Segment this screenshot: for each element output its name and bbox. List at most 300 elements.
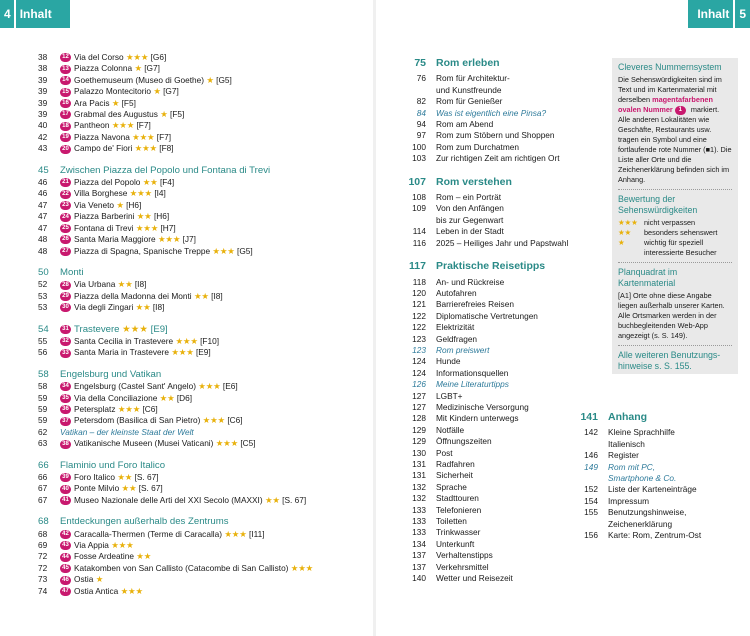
- page-number: 155: [584, 507, 598, 518]
- entry-title: Liste der Karteneinträge: [608, 484, 697, 495]
- sight-number-badge: 36: [60, 405, 71, 414]
- entry-title: Piazza Navona: [74, 131, 130, 142]
- entry-title: Via Appia: [74, 540, 109, 551]
- entry-title: Karte: Rom, Zentrum-Ost: [608, 530, 702, 541]
- map-grid-ref: [H6]: [153, 211, 170, 222]
- toc-entry: [38, 86, 368, 97]
- page-number: 123: [412, 333, 426, 344]
- star-rating: ★: [153, 86, 161, 97]
- toc-entry: [38, 302, 368, 313]
- toc-entry: [558, 427, 728, 438]
- sidebox-title-grid: Planquadrat im Kartenmaterial: [618, 267, 678, 288]
- sidebox-title-more: Alle weiteren Benutzungs-hinweise s. S. 155.: [618, 350, 721, 371]
- entry-text: [60, 427, 194, 438]
- toc-entry: [386, 402, 576, 413]
- toc-entry: [38, 483, 368, 494]
- star-rating: ★★★: [135, 222, 159, 233]
- toc-entry: [558, 496, 728, 507]
- entry-title: Barrierefreies Reisen: [436, 299, 514, 310]
- entry-text: [60, 551, 151, 562]
- entry-text: [60, 132, 171, 143]
- page-number: 132: [412, 481, 426, 492]
- star-rating: ★★★: [125, 52, 149, 62]
- header-divider: [733, 0, 735, 28]
- entry-text: [60, 347, 211, 358]
- section-title: Anhang: [608, 411, 648, 423]
- toc-entry: [38, 246, 368, 257]
- star-rating: ★★★: [202, 415, 225, 426]
- toc-entry: [386, 470, 576, 481]
- entry-title: Sicherheit: [436, 470, 473, 481]
- entry-title: Leben in der Stadt: [436, 226, 504, 237]
- star-rating: ★: [134, 63, 142, 74]
- entry-title: Autofahren: [436, 287, 477, 298]
- legend-text: nicht verpassen: [644, 218, 696, 227]
- toc-entry: [386, 539, 576, 550]
- map-grid-ref: [I8]: [211, 290, 223, 301]
- sight-number-badge: 1: [675, 106, 686, 115]
- page-number: 133: [412, 527, 426, 538]
- sight-number-badge: 15: [60, 88, 71, 97]
- page-number: 132: [412, 493, 426, 504]
- page-number: 108: [412, 192, 426, 203]
- entry-text: [60, 438, 256, 449]
- page-number: 118: [412, 276, 426, 287]
- entry-title: Benutzungshinweise,: [608, 507, 687, 518]
- star-rating: ★★: [618, 228, 632, 237]
- page-number: 103: [412, 153, 426, 164]
- toc-entry: [386, 493, 576, 504]
- page-number: 122: [412, 310, 426, 321]
- entry-text: [60, 188, 166, 199]
- section-page-number: 68: [38, 516, 49, 528]
- entry-title: Geldfragen: [436, 333, 478, 344]
- toc-entry: [386, 203, 576, 214]
- entry-text: [60, 86, 179, 97]
- page-number: 73: [38, 574, 48, 585]
- section-page-number: 54: [38, 323, 49, 335]
- sight-number-badge: 18: [60, 122, 71, 131]
- entry-title: Via degli Zingari: [74, 302, 134, 313]
- entry-text: [60, 563, 313, 574]
- divider: [618, 258, 732, 263]
- entry-title: Grabmal des Augustus: [74, 109, 158, 120]
- page-number: 63: [38, 438, 48, 449]
- section-title: Engelsburg und Vatikan: [60, 368, 162, 380]
- map-grid-ref: [F8]: [159, 143, 174, 154]
- toc-entry: [386, 505, 576, 516]
- page-number: 97: [416, 130, 426, 141]
- header-divider: [14, 0, 16, 28]
- star-rating: ★★: [193, 290, 209, 301]
- map-grid-ref: [E9]: [150, 323, 168, 335]
- page-number-right: 5: [739, 7, 746, 21]
- sight-number-badge: 43: [60, 541, 71, 550]
- toc-entry: [386, 119, 576, 130]
- page-number: 94: [416, 119, 426, 130]
- entry-title: Verhaltenstipps: [436, 550, 493, 561]
- section-page-number: 117: [409, 260, 426, 273]
- page-number: 114: [412, 226, 426, 237]
- toc-column-middle: [386, 52, 576, 584]
- page-number: 131: [412, 459, 426, 469]
- section-heading: [38, 369, 368, 380]
- page-number: 140: [412, 573, 426, 584]
- page-gutter: [373, 0, 376, 636]
- toc-entry: [386, 288, 576, 299]
- toc-entry: [558, 439, 728, 450]
- section-heading: [386, 177, 576, 188]
- toc-entry: [558, 484, 728, 495]
- map-grid-ref: [C6]: [142, 403, 158, 414]
- entry-title: Sprache: [436, 481, 467, 492]
- toc-entry: [38, 200, 368, 211]
- entry-title: Piazza della Madonna dei Monti: [74, 290, 192, 301]
- toc-entry: [38, 472, 368, 483]
- star-rating: ★★★: [157, 234, 181, 245]
- star-rating: ★★★: [117, 403, 141, 414]
- entry-text: [60, 109, 184, 120]
- page-number: 133: [412, 504, 426, 515]
- entry-text: [60, 246, 253, 257]
- sight-number-badge: 27: [60, 247, 71, 256]
- page-number: [386, 85, 436, 96]
- sight-number-badge: 23: [60, 201, 71, 210]
- entry-text: [60, 98, 136, 109]
- section-page-number: 75: [414, 57, 426, 69]
- entry-title: Smartphone & Co.: [608, 473, 677, 484]
- star-rating: ★★: [159, 392, 175, 403]
- page-number: 82: [416, 96, 426, 107]
- toc-entry: [386, 379, 576, 390]
- page-number: 146: [584, 450, 598, 461]
- page-number: 126: [412, 379, 426, 390]
- map-grid-ref: [H6]: [126, 199, 142, 210]
- sidebox-title-rating: Bewertung der Sehenswürdigkeiten: [618, 194, 698, 215]
- map-grid-ref: [G7]: [163, 86, 179, 97]
- toc-entry: [38, 109, 368, 120]
- page-number: 39: [38, 97, 48, 108]
- page-number: 66: [38, 472, 48, 482]
- page-number: 67: [38, 483, 48, 494]
- star-rating: ★★: [135, 302, 151, 313]
- toc-entry: [386, 356, 576, 367]
- entry-text: [60, 143, 174, 154]
- page-number: 52: [38, 279, 48, 290]
- star-rating: ★: [206, 74, 214, 85]
- entry-title: Via della Conciliazione: [74, 392, 158, 403]
- section-page-number: 141: [580, 411, 598, 423]
- entry-title: Ostia: [74, 574, 94, 585]
- entry-title: Meine Literaturtipps: [436, 379, 509, 390]
- header-title-right: Inhalt: [697, 7, 730, 21]
- toc-entry: [386, 73, 576, 84]
- star-rating: ★: [116, 199, 124, 210]
- sidebox-text-c: markiert. Alle anderen Lokalitäten wie Geschäfte, Restaurants usw. tragen ein Symbol und eine fortlaufende rote Nummer (■1). Die Liste aller Orte und die Zeichenerklärung befinden sich im Anhang.: [618, 105, 732, 184]
- page-number: 84: [416, 107, 426, 118]
- page-number: 38: [38, 52, 48, 62]
- sidebox-text-a: Die Sehenswürdigkeiten sind im Text und im Kartenmaterial mit derselben: [618, 75, 722, 104]
- entry-text: [60, 381, 238, 392]
- sight-number-badge: 19: [60, 133, 71, 142]
- map-grid-ref: [J7]: [182, 234, 196, 245]
- entry-title: Rom mit PC,: [608, 461, 656, 472]
- toc-entry: [386, 96, 576, 107]
- toc-entry: [386, 334, 576, 345]
- entry-text: [60, 234, 196, 245]
- toc-entry: [386, 311, 576, 322]
- page-number: 59: [38, 392, 48, 403]
- toc-entry: [386, 368, 576, 379]
- toc-entry: [38, 347, 368, 358]
- entry-title: An- und Rückreise: [436, 276, 505, 287]
- page-number: [558, 439, 608, 450]
- entry-title: Impressum: [608, 495, 650, 506]
- entry-title: Santa Maria in Trastevere: [74, 347, 169, 358]
- toc-entry: [386, 85, 576, 96]
- map-grid-ref: [S. 67]: [134, 472, 159, 482]
- star-rating: ★★: [117, 472, 133, 482]
- legend-text: besonders sehenswert: [644, 228, 718, 237]
- entry-title: Ponte Milvio: [74, 483, 120, 494]
- page-number: 137: [412, 561, 426, 572]
- toc-entry: [38, 381, 368, 392]
- page-number: 120: [412, 287, 426, 298]
- star-rating: ★★★: [171, 347, 194, 358]
- page-number: 53: [38, 302, 48, 313]
- toc-entry: [386, 215, 576, 226]
- sight-number-badge: 25: [60, 224, 71, 233]
- toc-entry: [38, 98, 368, 109]
- sight-number-badge: 46: [60, 576, 71, 585]
- toc-entry: [386, 436, 576, 447]
- entry-title: Rom zum Durchatmen: [436, 141, 519, 152]
- toc-entry: [558, 450, 728, 461]
- entry-title: Elektrizität: [436, 322, 475, 333]
- entry-title: Notfälle: [436, 424, 465, 435]
- sight-number-badge: 29: [60, 292, 71, 301]
- entry-title: LGBT+: [436, 390, 463, 401]
- toc-entry: [38, 586, 368, 597]
- entry-text: [60, 177, 174, 188]
- toc-entry: [386, 482, 576, 493]
- entry-title: Vatikanische Museen (Musei Vaticani): [74, 438, 214, 449]
- star-rating: ★★★: [120, 585, 143, 596]
- toc-entry: [38, 551, 368, 562]
- page-number: 109: [412, 203, 426, 214]
- entry-title: Kleine Sprachhilfe: [608, 427, 675, 438]
- star-rating: ★★★: [129, 188, 152, 199]
- section-heading: [38, 267, 368, 278]
- toc-entry: [38, 336, 368, 347]
- page-number: 154: [584, 495, 598, 506]
- sidebox-text-magenta: magentafarbenen ovalen Nummer: [618, 95, 713, 114]
- toc-entry: [38, 223, 368, 234]
- toc-entry: [38, 438, 368, 449]
- entry-text: [60, 529, 265, 540]
- sight-number-badge: 35: [60, 394, 71, 403]
- entry-title: bis zur Gegenwart: [436, 214, 504, 225]
- map-grid-ref: [C5]: [240, 438, 256, 449]
- entry-title: Santa Maria Maggiore: [74, 234, 156, 245]
- star-rating: ★★★: [134, 143, 157, 154]
- entry-text: [60, 291, 223, 302]
- entry-title: Zur richtigen Zeit am richtigen Ort: [436, 153, 560, 164]
- entry-text: [60, 483, 163, 494]
- entry-title: Pantheon: [74, 120, 110, 131]
- map-grid-ref: [I8]: [134, 279, 147, 290]
- entry-text: [60, 540, 134, 551]
- toc-column-left: [38, 52, 368, 597]
- toc-entry: [38, 211, 368, 222]
- page-number: 47: [38, 199, 48, 210]
- sight-number-badge: 37: [60, 417, 71, 426]
- sight-number-badge: 21: [60, 178, 71, 187]
- map-grid-ref: [S. 67]: [138, 483, 163, 494]
- star-rating: ★★: [136, 211, 152, 222]
- entry-text: [60, 63, 160, 74]
- section-title: Trastevere: [74, 323, 120, 335]
- entry-title: Engelsburg (Castel Sant' Angelo): [74, 381, 196, 392]
- map-grid-ref: [I4]: [154, 188, 166, 199]
- page-number: 156: [584, 530, 598, 541]
- toc-entry: [386, 516, 576, 527]
- map-grid-ref: [F5]: [121, 97, 136, 108]
- entry-title: Ostia Antica: [74, 585, 119, 596]
- toc-entry: [38, 415, 368, 426]
- section-page-number: 66: [38, 459, 49, 471]
- toc-entry: [558, 530, 728, 541]
- sight-number-badge: 47: [60, 587, 71, 596]
- sight-number-badge: 20: [60, 145, 71, 154]
- section-title: Flaminio und Foro Italico: [60, 459, 166, 471]
- sight-number-badge: 22: [60, 190, 71, 199]
- toc-entry: [558, 462, 728, 473]
- sight-number-badge: 34: [60, 382, 71, 391]
- entry-title: und Kunstfreunde: [436, 84, 502, 95]
- page-number: 128: [412, 413, 426, 424]
- entry-text: [60, 336, 219, 347]
- entry-title: Radfahren: [436, 459, 475, 469]
- entry-title: Stadttouren: [436, 493, 479, 504]
- entry-title: Via Veneto: [74, 199, 114, 210]
- sight-number-badge: 42: [60, 530, 71, 539]
- entry-title: Katakomben von San Callisto (Catacombe di San Callisto): [74, 562, 289, 573]
- toc-entry: [386, 153, 576, 164]
- page-number: 127: [412, 390, 426, 401]
- section-title: Rom verstehen: [436, 175, 512, 188]
- toc-entry: [38, 404, 368, 415]
- star-rating: ★★: [264, 494, 280, 505]
- page-number: 48: [38, 245, 48, 256]
- page-number: 68: [38, 528, 48, 539]
- star-rating: ★: [111, 97, 120, 108]
- toc-entry: [386, 391, 576, 402]
- entry-title: Diplomatische Vertretungen: [436, 310, 538, 321]
- section-heading: [386, 261, 576, 272]
- page-number-left: 4: [4, 7, 11, 21]
- toc-entry: [38, 540, 368, 551]
- sight-number-badge: 31: [60, 325, 71, 334]
- page-number: 74: [38, 585, 48, 596]
- map-grid-ref: [F7]: [156, 131, 172, 142]
- sight-number-badge: 14: [60, 76, 71, 85]
- toc-entry: [386, 142, 576, 153]
- map-grid-ref: [E6]: [222, 381, 238, 392]
- entry-title: Piazza Barberini: [74, 211, 135, 222]
- star-rating: ★★★: [111, 540, 134, 551]
- toc-entry: [386, 562, 576, 573]
- entry-title: Post: [436, 447, 453, 458]
- sight-number-badge: 24: [60, 213, 71, 222]
- entry-text: [60, 574, 103, 585]
- page-number: 121: [412, 299, 426, 310]
- section-page-number: 45: [38, 164, 49, 176]
- entry-title: Informationsquellen: [436, 367, 509, 378]
- sight-number-badge: 16: [60, 99, 71, 108]
- page-number: 124: [412, 367, 426, 378]
- page-number: 137: [412, 550, 426, 561]
- entry-title: Palazzo Montecitorio: [74, 86, 152, 97]
- star-rating: ★★★: [618, 218, 638, 227]
- entry-title: Via del Corso: [74, 52, 124, 62]
- toc-entry: [38, 563, 368, 574]
- entry-title: Register: [608, 450, 639, 461]
- star-rating: ★★★: [290, 562, 314, 573]
- header-title-left: Inhalt: [19, 7, 52, 21]
- toc-entry: [38, 63, 368, 74]
- star-rating: ★★: [136, 551, 152, 562]
- map-grid-ref: [F4]: [159, 177, 175, 188]
- entry-title: Santa Cecilia in Trastevere: [74, 335, 174, 346]
- page-number: [558, 473, 608, 484]
- entry-title: 2025 – Heiliges Jahr und Papstwahl: [436, 237, 569, 248]
- toc-entry: [38, 291, 368, 302]
- entry-title: Hunde: [436, 356, 461, 367]
- page-number: 116: [412, 237, 426, 248]
- map-grid-ref: [G7]: [144, 63, 160, 74]
- entry-title: Italienisch: [608, 438, 645, 449]
- page-number: 69: [38, 540, 48, 551]
- entry-title: Verkehrsmittel: [436, 561, 489, 572]
- section-heading: [386, 58, 576, 69]
- section-page-number: 107: [408, 175, 426, 188]
- page-number: 129: [412, 436, 426, 447]
- page-number: 129: [412, 424, 426, 435]
- map-grid-ref: [S. 67]: [282, 494, 307, 505]
- sight-number-badge: 28: [60, 281, 71, 290]
- star-rating: ★★: [142, 177, 158, 188]
- toc-entry: [38, 495, 368, 506]
- toc-entry: [386, 550, 576, 561]
- entry-title: Toiletten: [436, 516, 467, 527]
- sight-number-badge: 32: [60, 337, 71, 346]
- page-number: 39: [38, 86, 48, 97]
- section-heading: [38, 324, 368, 335]
- section-title: Rom erleben: [436, 57, 500, 69]
- map-grid-ref: [E9]: [195, 347, 211, 358]
- legend-text: wichtig für speziell interessierte Besucher: [644, 238, 717, 257]
- entry-title: Petersplatz: [74, 403, 116, 414]
- entry-title: Caracalla-Thermen (Terme di Caracalla): [74, 528, 223, 539]
- header-right: [688, 0, 750, 28]
- sight-number-badge: 13: [60, 65, 71, 74]
- entry-title: Medizinische Versorgung: [436, 401, 529, 412]
- toc-entry: [38, 234, 368, 245]
- divider: [618, 185, 732, 190]
- legend-row: [618, 238, 732, 258]
- section-page-number: 58: [38, 368, 49, 380]
